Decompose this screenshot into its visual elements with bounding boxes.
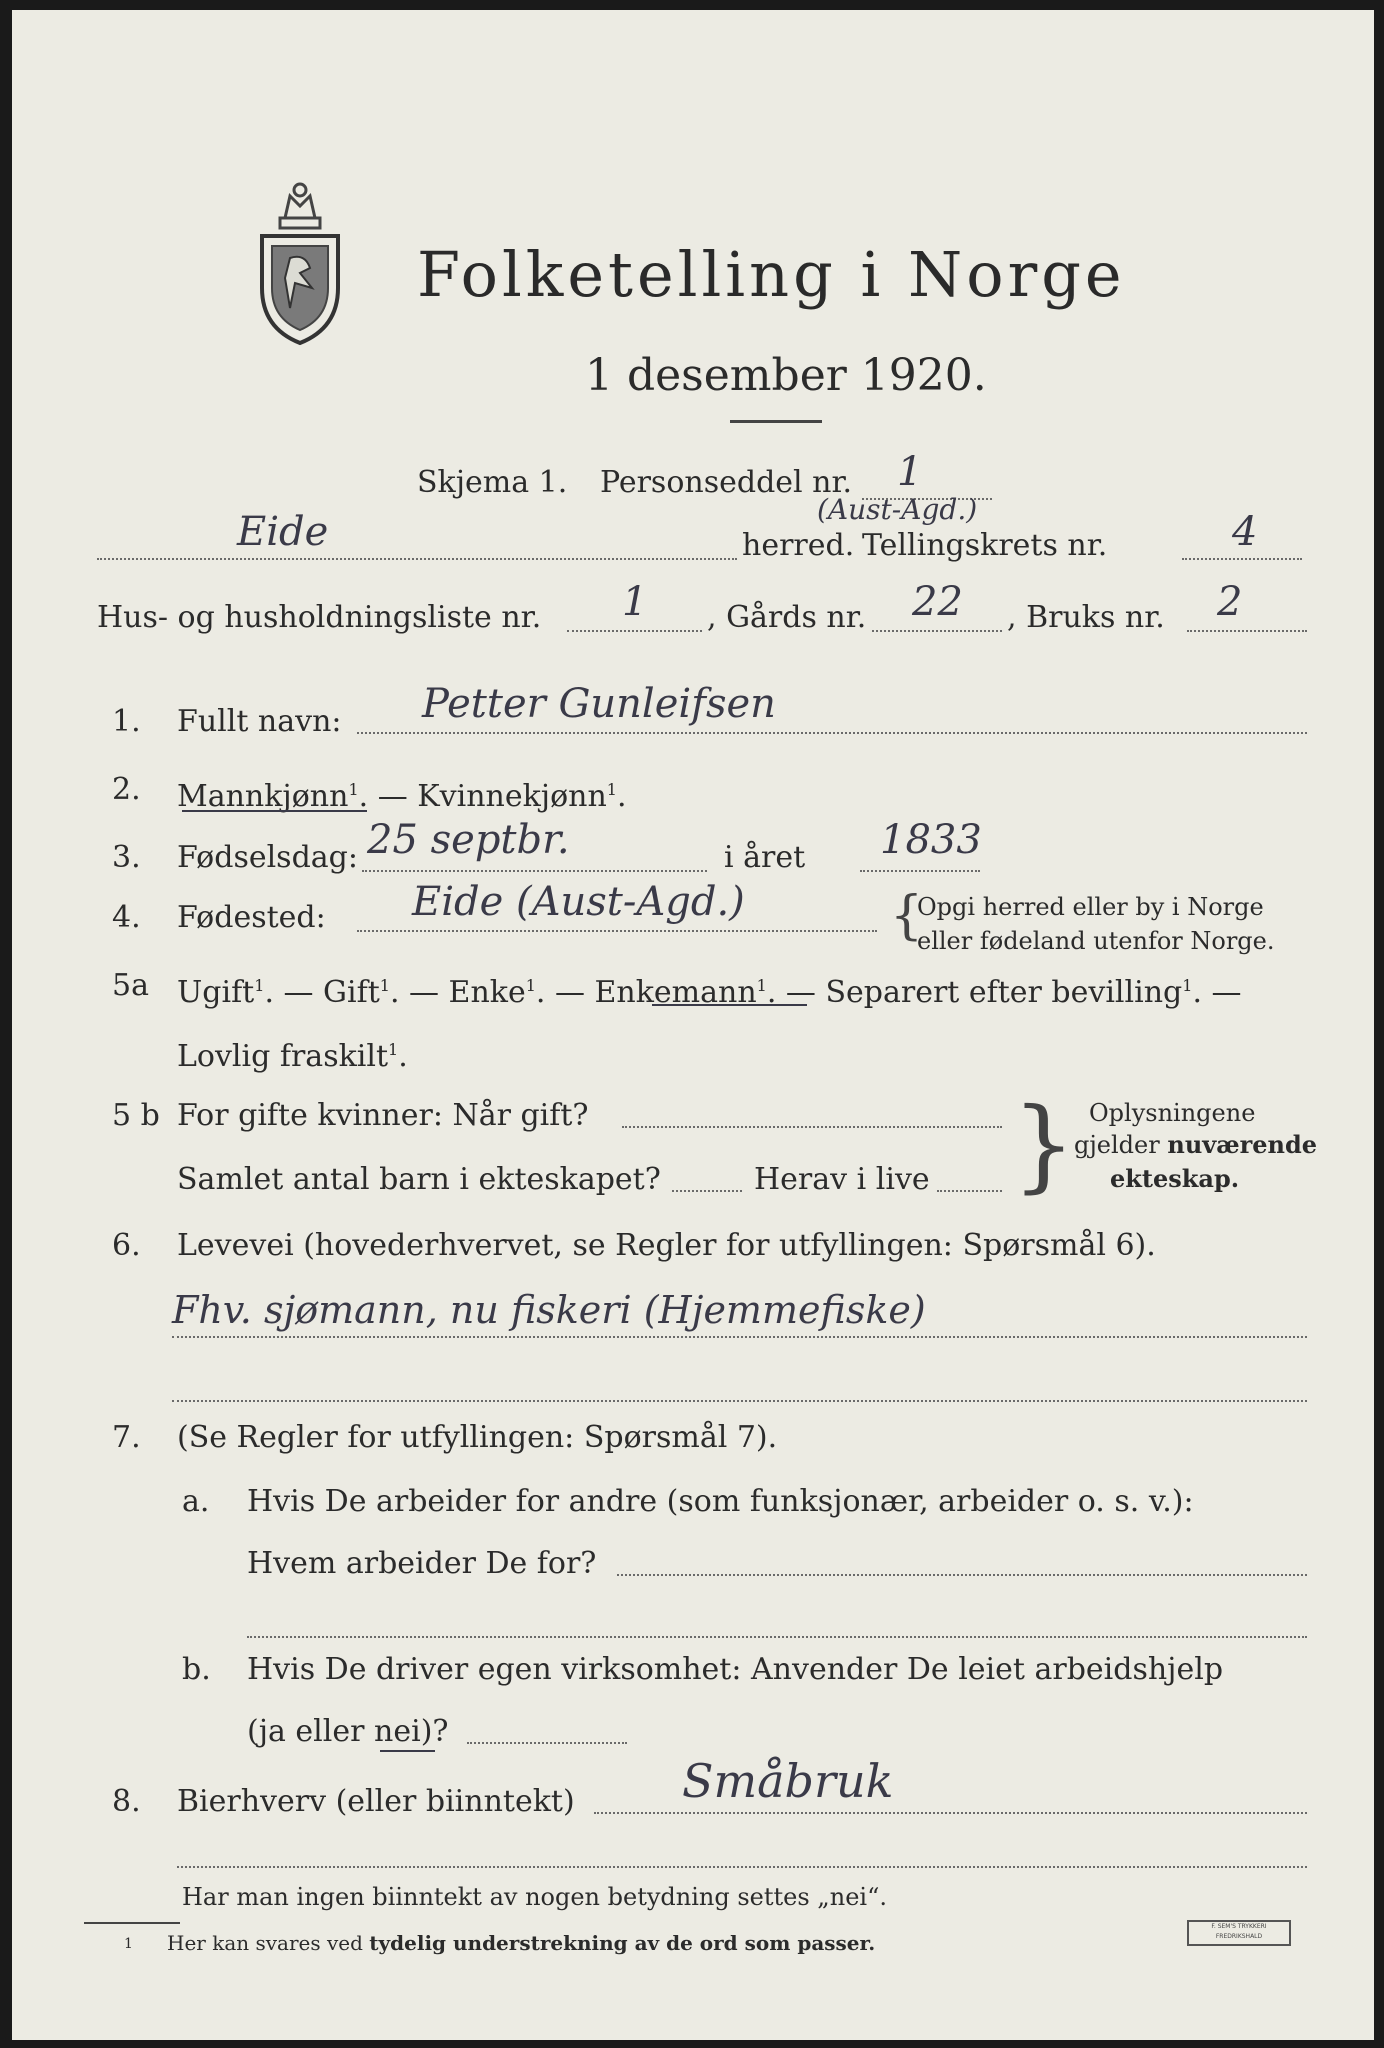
q2-female: Kvinnekjønn — [417, 779, 607, 814]
bruks-value: 2 — [1217, 579, 1243, 625]
q1-line — [357, 732, 1307, 734]
footnote-text — [167, 1928, 875, 1958]
q7b-text-2a: (ja eller — [247, 1714, 375, 1749]
footnote-text-a: Her kan svares ved — [167, 1931, 370, 1955]
q3-line — [362, 870, 707, 872]
tellingskrets-value: 4 — [1232, 509, 1258, 555]
q6-line-1 — [172, 1336, 1307, 1338]
q5a-sup-c: 1 — [525, 976, 536, 995]
q5a-number: 5a — [112, 968, 149, 1003]
q5b-label-2: Samlet antal barn i ekteskapet? — [177, 1162, 661, 1197]
q7b-text-2 — [247, 1714, 448, 1750]
q5a-sup-a: 1 — [254, 976, 265, 995]
herred-value: Eide — [237, 509, 329, 555]
q3-label: Fødselsdag: — [177, 840, 358, 875]
bruks-label: , Bruks nr. — [1007, 600, 1165, 635]
q3-year-value: 1833 — [880, 817, 982, 863]
q5b-note-2b: nuværende — [1167, 1130, 1318, 1159]
hus-value: 1 — [622, 579, 648, 625]
q5a-fraskilt: Lovlig fraskilt — [177, 1039, 389, 1074]
schema-label: Skjema 1. — [417, 465, 568, 500]
q2-options — [177, 772, 627, 815]
q7a-letter: a. — [182, 1484, 210, 1519]
q1-value: Petter Gunleifsen — [422, 681, 776, 727]
q7b-nei: nei — [374, 1714, 421, 1749]
hus-label: Hus- og husholdningsliste nr. — [97, 600, 542, 635]
form-title: Folketelling i Norge — [417, 238, 1126, 311]
q2-sup-a: 1 — [348, 780, 359, 799]
tellingskrets-line — [1182, 558, 1302, 560]
hus-line — [567, 630, 702, 632]
gards-line — [872, 630, 1002, 632]
q7a-line-1 — [617, 1574, 1307, 1576]
q5a-sup-d: 1 — [756, 976, 767, 995]
q5a-gift: . — Gift — [264, 975, 380, 1010]
q8-value: Småbruk — [682, 1754, 894, 1808]
gards-label: , Gårds nr. — [707, 600, 867, 635]
title-rule — [730, 420, 822, 423]
q5a-enkemann: Enkemann — [594, 975, 757, 1010]
q2-sep: . — — [358, 779, 408, 814]
q5b-note-2 — [1074, 1130, 1317, 1160]
q5b-number: 5 b — [112, 1098, 160, 1133]
q6-label: Levevei (hovederhvervet, se Regler for utfyllingen: Spørsmål 6). — [177, 1228, 1156, 1263]
q5b-note-2a: gjelder — [1074, 1131, 1160, 1159]
q5a-ugift: Ugift — [177, 975, 255, 1010]
q4-number: 4. — [112, 900, 141, 935]
q7-label: (Se Regler for utfyllingen: Spørsmål 7). — [177, 1420, 778, 1455]
q5a-separert: . — Separert efter bevilling — [766, 975, 1183, 1010]
q8-label: Bierhverv (eller biinntekt) — [177, 1784, 575, 1819]
tellingskrets-label: Tellingskrets nr. — [862, 528, 1108, 563]
q3-year-line — [860, 870, 980, 872]
printer-stamp: F. SEM'S TRYKKERI FREDRIKSHALD — [1187, 1920, 1291, 1946]
q2-number: 2. — [112, 772, 141, 807]
q5b-note-3: ekteskap. — [1110, 1164, 1240, 1193]
q6-line-2 — [172, 1400, 1307, 1402]
personseddel-value: 1 — [897, 449, 923, 495]
q6-number: 6. — [112, 1228, 141, 1263]
q4-note-2: eller fødeland utenfor Norge. — [917, 927, 1275, 955]
q2-sup-b: 1 — [606, 780, 617, 799]
herred-note: (Aust-Agd.) — [817, 493, 978, 526]
q2-end: . — [616, 779, 627, 814]
q5a-underline — [652, 1004, 807, 1006]
gards-value: 22 — [912, 579, 963, 625]
q5a-end: . — — [1192, 975, 1242, 1010]
q5a-sup-f: 1 — [388, 1040, 399, 1059]
q5b-line-1 — [622, 1126, 1002, 1128]
personseddel-label: Personseddel nr. — [600, 465, 853, 500]
q8-number: 8. — [112, 1784, 141, 1819]
q5b-line-3 — [937, 1190, 1002, 1192]
q5b-brace: } — [1012, 1086, 1076, 1203]
q5b-label-1: For gifte kvinner: Når gift? — [177, 1098, 589, 1133]
q5a-line2-end: . — [398, 1039, 408, 1074]
q7-number: 7. — [112, 1420, 141, 1455]
q3-year-label: i året — [724, 840, 806, 875]
herred-label: herred. — [742, 528, 855, 563]
q7b-text: Hvis De driver egen virksomhet: Anvender De leiet arbeidshjelp — [247, 1652, 1224, 1687]
q1-label: Fullt navn: — [177, 704, 342, 739]
q7b-underline — [380, 1750, 435, 1752]
footnote-number: 1 — [124, 1936, 133, 1952]
q8-line-2 — [177, 1866, 1307, 1868]
footnote-rule — [84, 1922, 180, 1924]
q2-male: Mannkjønn — [177, 779, 349, 814]
q3-value: 25 septbr. — [367, 817, 570, 863]
q4-value: Eide (Aust-Agd.) — [412, 879, 745, 925]
q8-line-1 — [594, 1812, 1307, 1814]
q5a-enke: . — Enke — [389, 975, 526, 1010]
q4-note-1: Opgi herred eller by i Norge — [917, 893, 1264, 921]
q4-brace: { — [890, 886, 924, 946]
herred-line — [97, 558, 737, 560]
footnote-text-b: tydelig understrekning av de ord som passer. — [369, 1931, 876, 1955]
footer-note: Har man ingen biinntekt av nogen betydning settes „nei“. — [182, 1883, 887, 1911]
q5a-line2 — [177, 1032, 408, 1075]
q7a-line-2 — [247, 1636, 1307, 1638]
q5a-sep: . — — [535, 975, 585, 1010]
q4-line — [357, 930, 877, 932]
q7b-text-2c: )? — [420, 1714, 449, 1749]
q1-number: 1. — [112, 704, 141, 739]
q6-value: Fhv. sjømann, nu fiskeri (Hjemmefiske) — [172, 1288, 926, 1332]
q7b-letter: b. — [182, 1652, 211, 1687]
q7b-line — [467, 1742, 627, 1744]
q5b-line-2 — [672, 1190, 742, 1192]
q5b-note-1: Oplysningene — [1089, 1099, 1256, 1127]
bruks-line — [1187, 630, 1307, 632]
census-date: 1 desember 1920. — [585, 350, 987, 401]
census-form — [12, 10, 1374, 2040]
q7a-text-2: Hvem arbeider De for? — [247, 1546, 597, 1581]
q3-number: 3. — [112, 840, 141, 875]
q2-underline — [182, 810, 367, 812]
q4-label: Fødested: — [177, 900, 326, 935]
norwegian-coat-of-arms-icon — [250, 178, 350, 348]
q5b-label-3: Herav i live — [754, 1162, 930, 1197]
q7a-text: Hvis De arbeider for andre (som funksjonær, arbeider o. s. v.): — [247, 1484, 1194, 1519]
q5a-sup-b: 1 — [379, 976, 390, 995]
q5a-sup-e: 1 — [1182, 976, 1193, 995]
